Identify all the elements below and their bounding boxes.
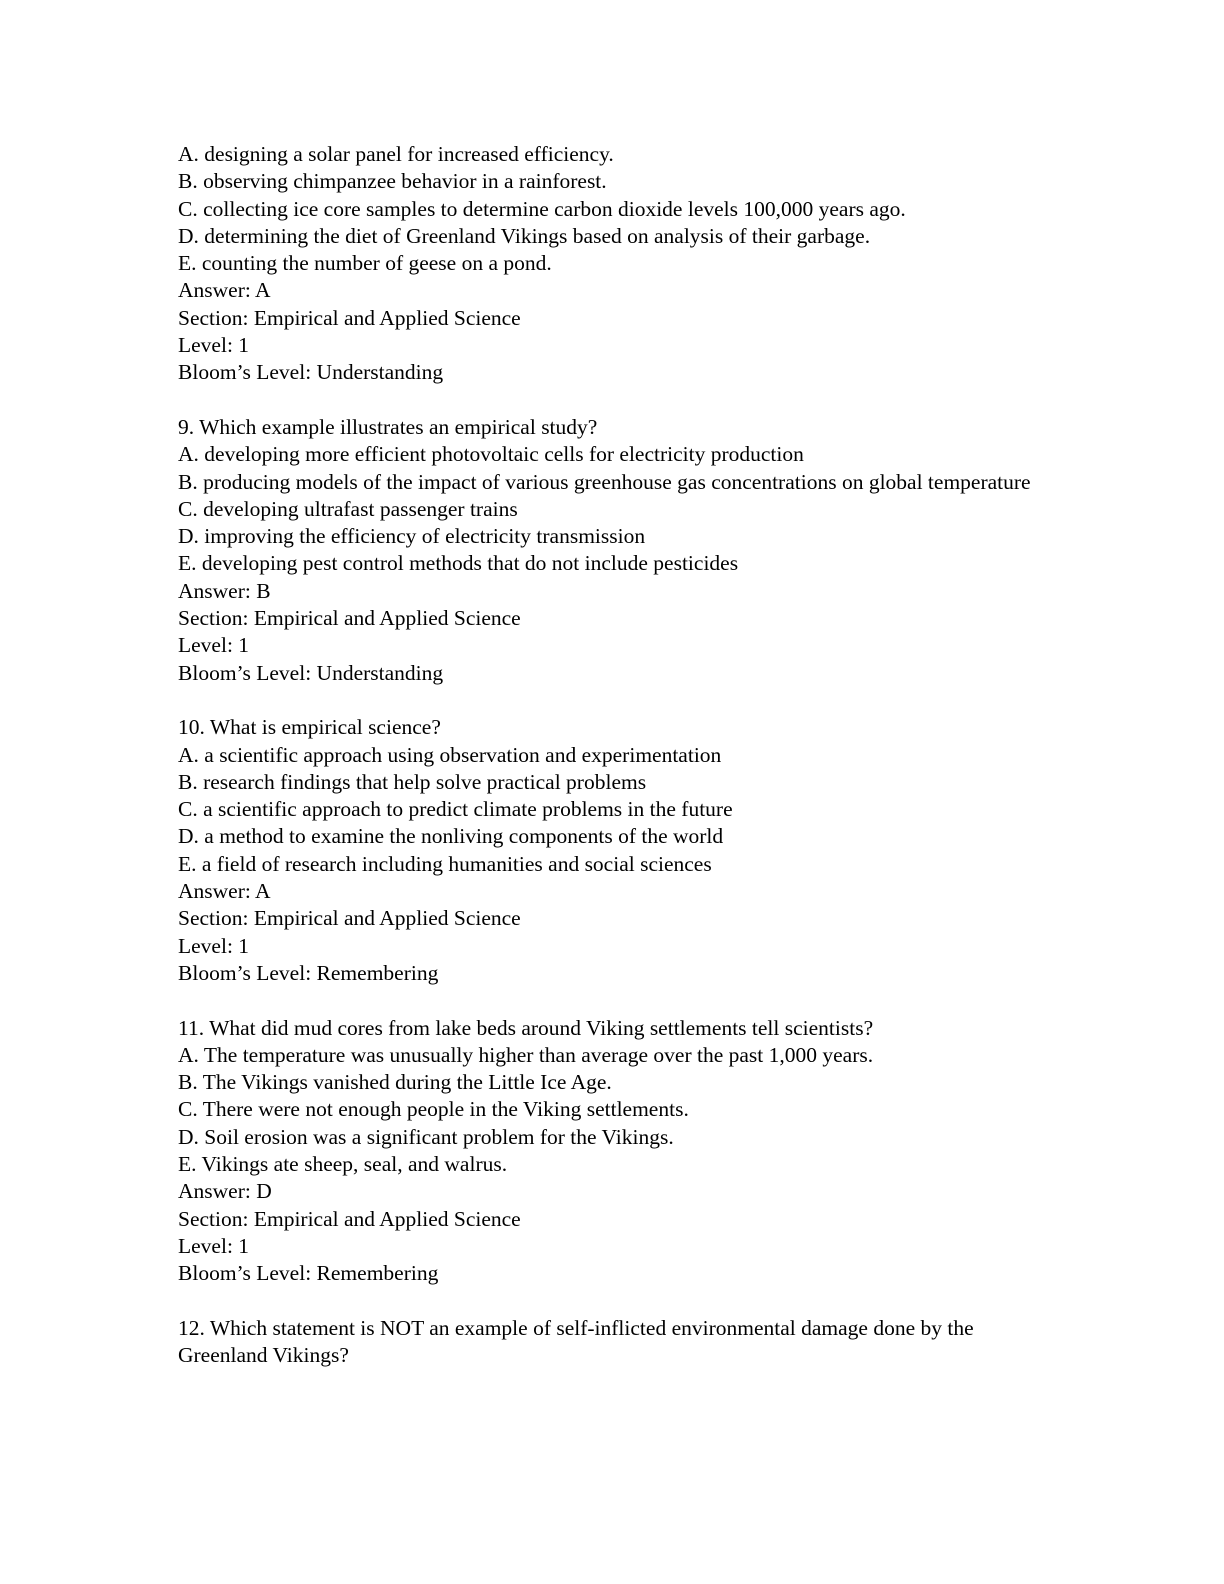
option-b: B. The Vikings vanished during the Little Ice Age.	[178, 1070, 612, 1095]
option-d: D. determining the diet of Greenland Vikings based on analysis of their garbage.	[178, 223, 871, 248]
spacer	[178, 687, 1058, 714]
question-text: 10. What is empirical science?	[178, 715, 441, 740]
option-d: D. improving the efficiency of electricity transmission	[178, 524, 646, 549]
section-line: Section: Empirical and Applied Science	[178, 1206, 521, 1231]
option-c: C. developing ultrafast passenger trains	[178, 496, 518, 521]
level-line: Level: 1	[178, 933, 250, 958]
section-line: Section: Empirical and Applied Science	[178, 606, 521, 631]
blooms-level-line: Bloom’s Level: Understanding	[178, 660, 444, 685]
blooms-level-line: Bloom’s Level: Remembering	[178, 960, 439, 985]
question-9-block	[178, 414, 1058, 687]
spacer	[178, 387, 1058, 414]
level-line: Level: 1	[178, 333, 250, 358]
answer-line: Answer: D	[178, 1179, 272, 1204]
option-e: E. developing pest control methods that do not include pesticides	[178, 551, 739, 576]
question-text: 9. Which example illustrates an empirical study?	[178, 414, 598, 439]
option-a: A. a scientific approach using observation and experimentation	[178, 742, 722, 767]
option-a: A. The temperature was unusually higher than average over the past 1,000 years.	[178, 1042, 874, 1067]
option-a: A. designing a solar panel for increased efficiency.	[178, 142, 614, 166]
option-a: A. developing more efficient photovoltaic cells for electricity production	[178, 442, 804, 467]
option-d: D. Soil erosion was a significant problem for the Vikings.	[178, 1124, 674, 1149]
document-page	[178, 141, 1058, 1369]
spacer	[178, 1287, 1058, 1314]
question-text: 11. What did mud cores from lake beds around Viking settlements tell scientists?	[178, 1015, 874, 1040]
question-text: 12. Which statement is NOT an example of self-inflicted environmental damage done by the Greenland Vikings?	[178, 1315, 974, 1368]
spacer	[178, 987, 1058, 1014]
option-d: D. a method to examine the nonliving components of the world	[178, 824, 724, 849]
blooms-level-line: Bloom’s Level: Understanding	[178, 360, 444, 385]
section-line: Section: Empirical and Applied Science	[178, 305, 521, 330]
level-line: Level: 1	[178, 633, 250, 658]
option-e: E. a field of research including humanities and social sciences	[178, 851, 712, 876]
option-b: B. research findings that help solve practical problems	[178, 769, 647, 794]
option-c: C. There were not enough people in the Viking settlements.	[178, 1097, 689, 1122]
option-e: E. counting the number of geese on a pond.	[178, 251, 552, 276]
option-c: C. a scientific approach to predict climate problems in the future	[178, 797, 733, 822]
answer-line: Answer: A	[178, 278, 271, 303]
option-c: C. collecting ice core samples to determine carbon dioxide levels 100,000 years ago.	[178, 196, 906, 221]
answer-line: Answer: B	[178, 578, 271, 603]
section-line: Section: Empirical and Applied Science	[178, 906, 521, 931]
question-8-block	[178, 141, 1058, 387]
question-11-block	[178, 1015, 1058, 1288]
level-line: Level: 1	[178, 1233, 250, 1258]
option-b: B. producing models of the impact of various greenhouse gas concentrations on global temperature	[178, 469, 1031, 494]
blooms-level-line: Bloom’s Level: Remembering	[178, 1261, 439, 1286]
answer-line: Answer: A	[178, 879, 271, 904]
question-12-block	[178, 1315, 1058, 1370]
option-b: B. observing chimpanzee behavior in a rainforest.	[178, 169, 607, 194]
question-10-block	[178, 714, 1058, 987]
option-e: E. Vikings ate sheep, seal, and walrus.	[178, 1151, 508, 1176]
